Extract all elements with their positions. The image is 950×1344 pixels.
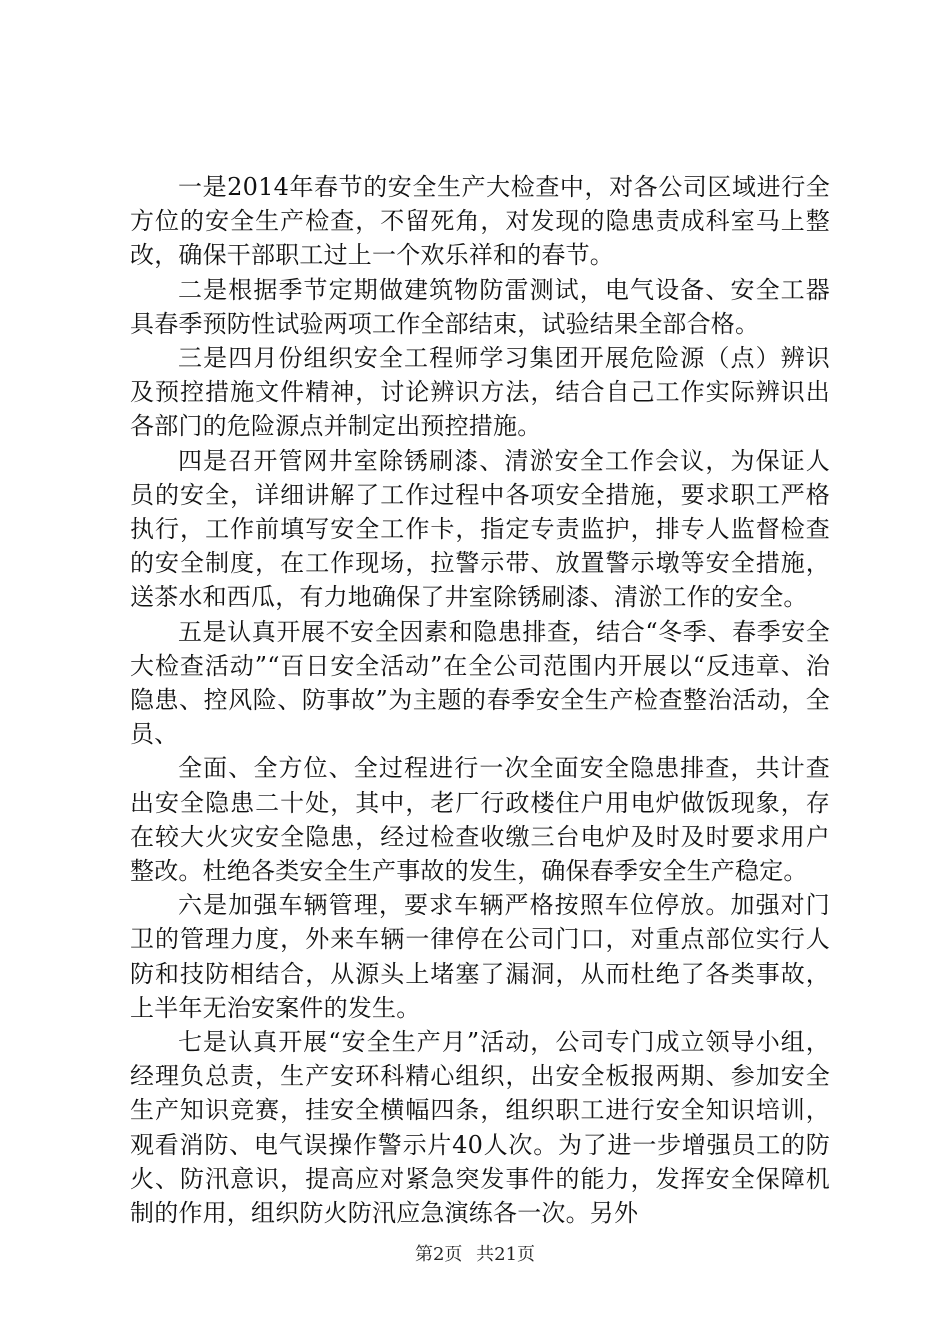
paragraph-1: 一是2014年春节的安全生产大检查中，对各公司区域进行全方位的安全生产检查，不留死角，对发现的隐患责成科室马上整改，确保干部职工过上一个欢乐祥和的春节。 <box>130 173 830 270</box>
page-number: 第2页 <box>414 1244 463 1265</box>
page-footer <box>0 1240 950 1266</box>
paragraph-6: 全面、全方位、全过程进行一次全面安全隐患排查，共计查出安全隐患二十处，其中，老厂行政楼住户用电炉做饭现象，存在较大火灾安全隐患，经过检查收缴三台电炉及时及时要求用户整改。杜绝各类安全生产事故的发生，确保春季安全生产稳定。 <box>130 754 830 886</box>
document-body <box>130 170 830 1230</box>
page-total: 共21页 <box>476 1244 536 1265</box>
paragraph-4: 四是召开管网井室除锈刷漆、清淤安全工作会议，为保证人员的安全，详细讲解了工作过程中各项安全措施，要求职工严格执行，工作前填写安全工作卡，指定专责监护，排专人监督检查的安全制度，在工作现场，拉警示带、放置警示墩等安全措施，送茶水和西瓜，有力地确保了井室除锈刷漆、清淤工作的安全。 <box>130 446 830 612</box>
paragraph-7: 六是加强车辆管理，要求车辆严格按照车位停放。加强对门卫的管理力度，外来车辆一律停在公司门口，对重点部位实行人防和技防相结合，从源头上堵塞了漏洞，从而杜绝了各类事故，上半年无治安案件的发生。 <box>130 891 830 1022</box>
paragraph-5: 五是认真开展不安全因素和隐患排查，结合“冬季、春季安全大检查活动”“百日安全活动”在全公司范围内开展以“反违章、治隐患、控风险、防事故”为主题的春季安全生产检查整治活动，全员、 <box>130 617 830 749</box>
paragraph-3: 三是四月份组织安全工程师学习集团开展危险源（点）辨识及预控措施文件精神，讨论辨识方法，结合自己工作实际辨识出各部门的危险源点并制定出预控措施。 <box>130 344 830 441</box>
paragraph-8: 七是认真开展“安全生产月”活动，公司专门成立领导小组，经理负总责，生产安环科精心组织，出安全板报两期、参加安全生产知识竞赛，挂安全横幅四条，组织职工进行安全知识培训，观看消防、电气误操作警示片40人次。为了进一步增强员工的防火、防汛意识，提高应对紧急突发事件的能力，发挥安全保障机制的作用，组织防火防汛应急演练各一次。另外 <box>130 1028 830 1228</box>
paragraph-2: 二是根据季节定期做建筑物防雷测试，电气设备、安全工器具春季预防性试验两项工作全部结束，试验结果全部合格。 <box>130 275 830 338</box>
